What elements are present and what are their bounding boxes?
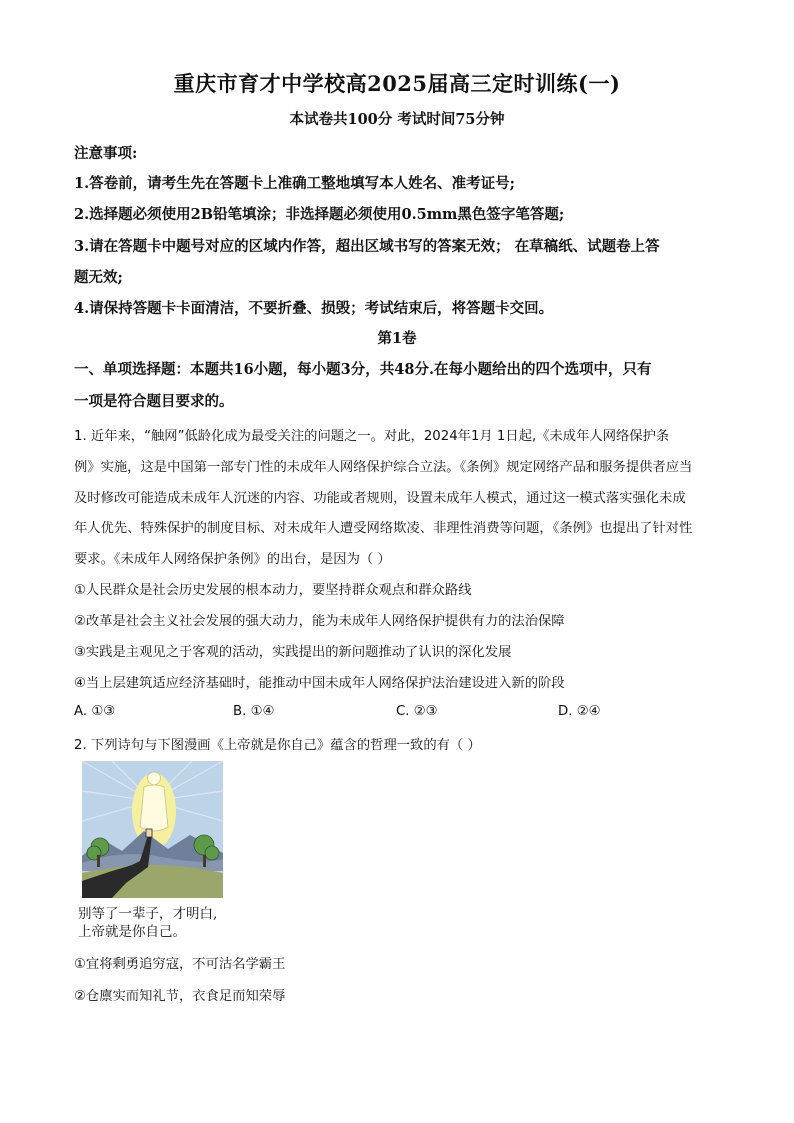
- note-item: 题无效;: [74, 269, 123, 286]
- q1-stem: 例》实施，这是中国第一部专门性的未成年人网络保护综合立法。《条例》规定网络产品和服务提供者应当: [74, 460, 693, 475]
- q1-option-d[interactable]: D. ②④: [558, 704, 601, 719]
- note-item: 3.请在答题卡中题号对应的区域内作答，超出区域书写的答案无效； 在草稿纸、试题卷上答: [74, 238, 660, 255]
- q1-stem: 要求。《未成年人网络保护条例》的出台，是因为（ ）: [74, 552, 391, 567]
- q2-stem: 2. 下列诗句与下图漫画《上帝就是你自己》蕴含的哲理一致的有（ ）: [74, 738, 481, 753]
- q1-stem: 1. 近年来，“触网”低龄化成为最受关注的问题之一。对此，2024年1月 1日起,《未成年人网络保护条: [74, 429, 670, 444]
- volume-heading: 第1卷: [377, 330, 417, 347]
- q2-statement: ①宜将剩勇追穷寇，不可沽名学霸王: [74, 957, 286, 972]
- page-title: 重庆市育才中学校高2025届高三定时训练(一): [173, 71, 621, 96]
- notes-heading: 注意事项:: [74, 145, 138, 162]
- exam-info: 本试卷共100分 考试时间75分钟: [289, 111, 505, 128]
- q1-stem: 及时修改可能造成未成年人沉迷的内容、功能或者规则，设置未成年人模式，通过这一模式落实强化未成: [74, 491, 686, 506]
- cartoon-image: [82, 761, 223, 898]
- note-item: 4.请保持答题卡卡面清洁，不要折叠、损毁；考试结束后，将答题卡交回。: [74, 300, 554, 317]
- section-instruction: 一项是符合题目要求的。: [74, 393, 234, 410]
- q1-statement: ①人民群众是社会历史发展的根本动力，要坚持群众观点和群众路线: [74, 583, 472, 598]
- cartoon-caption: 别等了一辈子，才明白,: [78, 906, 218, 922]
- q1-option-b[interactable]: B. ①④: [233, 704, 275, 719]
- q1-statement: ③实践是主观见之于客观的活动，实践提出的新问题推动了认识的深化发展: [74, 645, 512, 660]
- note-item: 2.选择题必须使用2B铅笔填涂；非选择题必须使用0.5mm黑色签字笔答题;: [74, 206, 565, 223]
- q2-statement: ②仓廪实而知礼节，衣食足而知荣辱: [74, 989, 286, 1004]
- q1-stem: 年人优先、特殊保护的制度目标、对未成年人遭受网络欺凌、非理性消费等问题，《条例》也提出了针对性: [74, 521, 693, 536]
- q1-option-a[interactable]: A. ①③: [74, 704, 116, 719]
- cartoon-caption: 上帝就是你自己。: [78, 924, 186, 940]
- q1-statement: ④当上层建筑适应经济基础时，能推动中国未成年人网络保护法治建设进入新的阶段: [74, 676, 565, 691]
- q1-statement: ②改革是社会主义社会发展的强大动力，能为未成年人网络保护提供有力的法治保障: [74, 614, 565, 629]
- note-item: 1.答卷前，请考生先在答题卡上准确工整地填写本人姓名、准考证号;: [74, 175, 515, 192]
- section-instruction: 一、单项选择题：本题共16小题，每小题3分，共48分.在每小题给出的四个选项中，只有: [74, 361, 652, 378]
- q1-option-c[interactable]: C. ②③: [396, 704, 438, 719]
- cartoon-illustration: [82, 761, 223, 898]
